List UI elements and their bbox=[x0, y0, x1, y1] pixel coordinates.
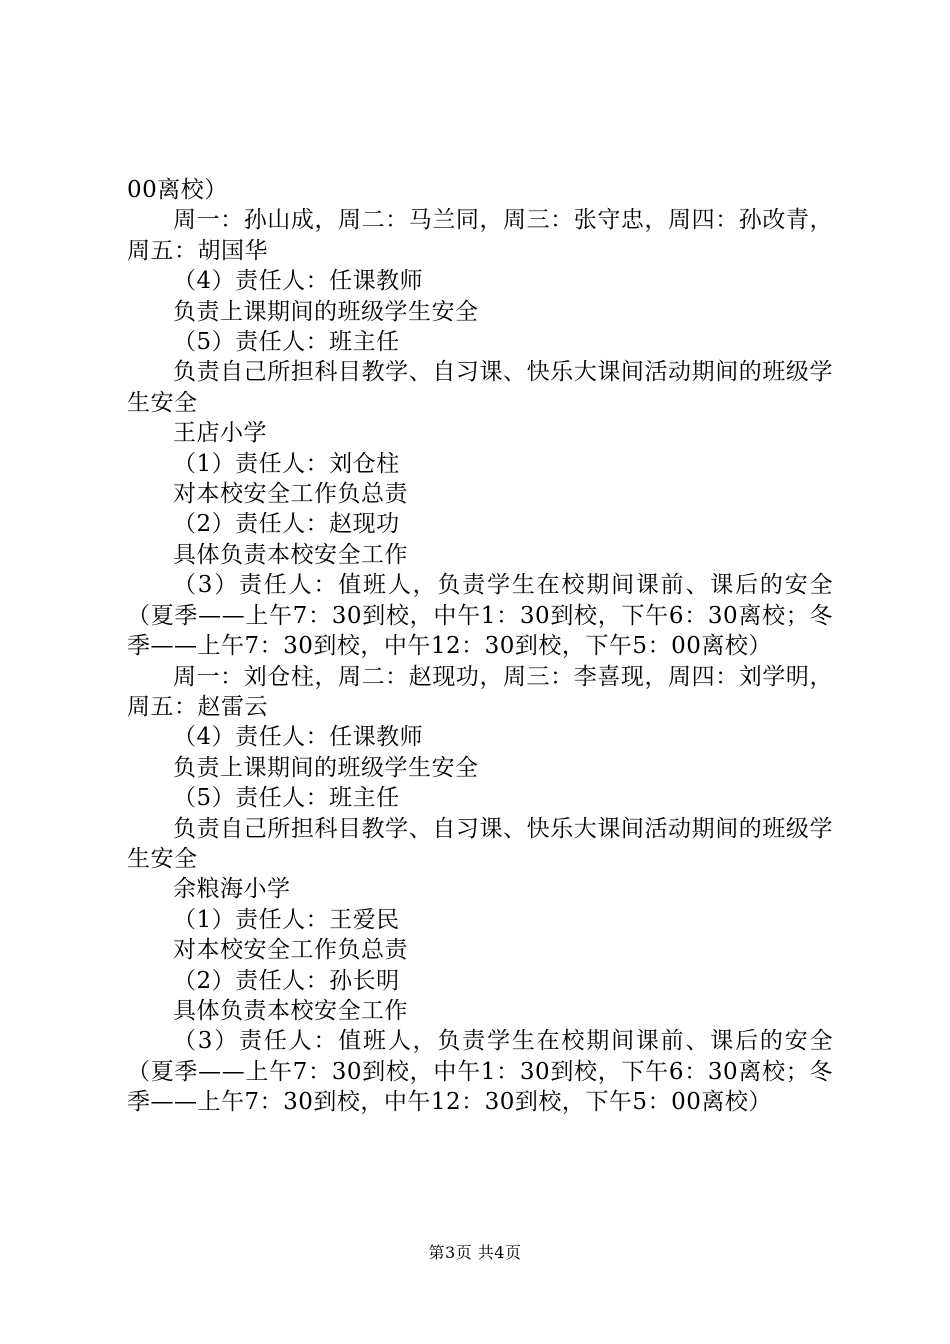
paragraph-duty-roster: 周一：孙山成，周二：马兰同，周三：张守忠，周四：孙改青，周五：胡国华 bbox=[127, 207, 833, 264]
paragraph-duty-roster: 周一：刘仓柱，周二：赵现功，周三：李喜现，周四：刘学明，周五：赵雷云 bbox=[127, 663, 833, 720]
page-number-footer: 第3页 共4页 bbox=[428, 1243, 522, 1262]
paragraph-item-3: （3）责任人：值班人，负责学生在校期间课前、课后的安全（夏季——上午7：30到校，中午1：30到校，下午6：30离校；冬季——上午7：30到校，中午12：30到校，下午5：00离校） bbox=[127, 572, 833, 660]
paragraph-item-1: （1）责任人：刘仓柱 bbox=[173, 450, 400, 477]
paragraph-item-5: （5）责任人：班主任 bbox=[173, 785, 400, 812]
paragraph-item-4: （4）责任人：任课教师 bbox=[173, 268, 424, 295]
paragraph-item-2: （2）责任人：赵现功 bbox=[173, 511, 400, 538]
paragraph-item-1-desc: 对本校安全工作负总责 bbox=[173, 937, 408, 964]
section-heading-school: 余粮海小学 bbox=[173, 876, 291, 903]
paragraph-item-2-desc: 具体负责本校安全工作 bbox=[173, 997, 408, 1024]
paragraph-item-5: （5）责任人：班主任 bbox=[173, 329, 400, 356]
paragraph-item-1-desc: 对本校安全工作负总责 bbox=[173, 481, 408, 508]
paragraph-item-2-desc: 具体负责本校安全工作 bbox=[173, 541, 408, 568]
paragraph-item-5-desc: 负责自己所担科目教学、自习课、快乐大课间活动期间的班级学生安全 bbox=[127, 359, 833, 416]
document-body bbox=[127, 175, 833, 1118]
paragraph-item-1: （1）责任人：王爱民 bbox=[173, 906, 400, 933]
paragraph-item-2: （2）责任人：孙长明 bbox=[173, 967, 400, 994]
paragraph-item-5-desc: 负责自己所担科目教学、自习课、快乐大课间活动期间的班级学生安全 bbox=[127, 815, 833, 872]
paragraph-item-4-desc: 负责上课期间的班级学生安全 bbox=[173, 754, 479, 781]
paragraph-item-4: （4）责任人：任课教师 bbox=[173, 724, 424, 751]
section-heading-school: 王店小学 bbox=[173, 420, 267, 447]
paragraph-item-3: （3）责任人：值班人，负责学生在校期间课前、课后的安全（夏季——上午7：30到校，中午1：30到校，下午6：30离校；冬季——上午7：30到校，中午12：30到校，下午5：00离校） bbox=[127, 1028, 833, 1116]
paragraph-continuation: 00离校） bbox=[127, 177, 228, 203]
paragraph-item-4-desc: 负责上课期间的班级学生安全 bbox=[173, 298, 479, 325]
